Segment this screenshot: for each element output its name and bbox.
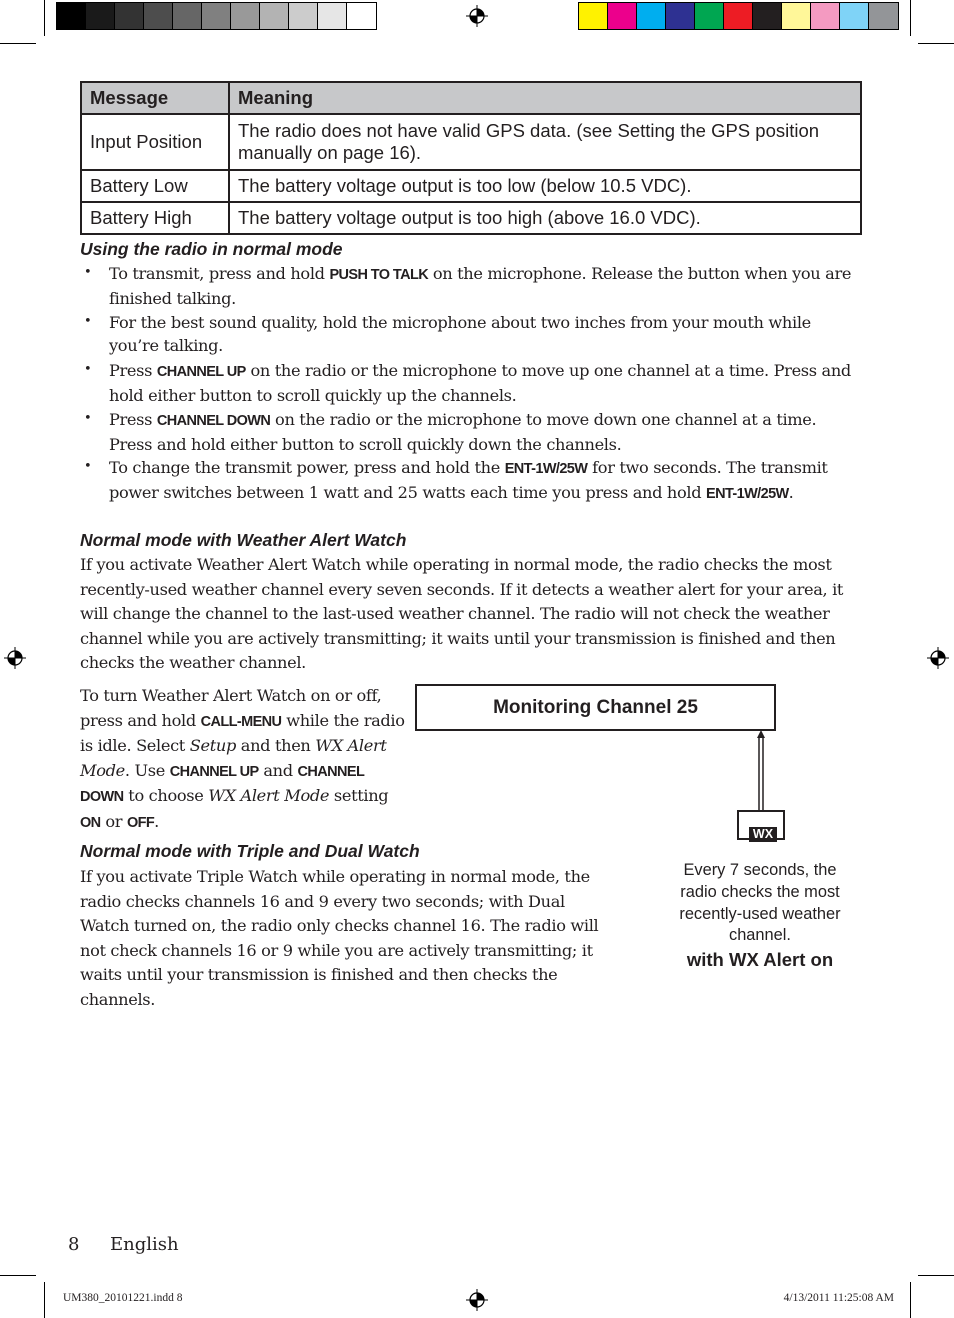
table-row [81,170,861,202]
key-label: CHANNEL DOWN [80,763,364,806]
color-swatch [173,3,202,29]
paragraph: If you activate Triple Watch while operating in normal mode, the radio checks channels 16 and 9 every two seconds; with Dual Watch turned on, the radio only checks channel 16. The radio will not check channels 16 or 9 while you are actively transmitting; it waits until your transmission is finished and then checks the channels. [80,867,599,1009]
paragraph: If you activate Weather Alert Watch while operating in normal mode, the radio checks the most recently-used weather channel every seven seconds. If it detects a weather alert for your area, it will change the channel to the last-used weather channel. The radio will not check the weather channel while you are actively transmitting; it waits until your transmission is finished and then checks the weather channel. [80,555,844,673]
list-item [80,359,860,407]
text: Press [109,410,157,429]
key-label: PUSH TO TALK [329,267,429,283]
key-label: CHANNEL DOWN [156,413,271,429]
text: . [154,811,159,831]
key-label: ENT-1W/25W [706,486,789,502]
table-cell: Battery High [81,202,229,234]
table-cell: Battery Low [81,170,229,202]
crop-mark [910,1282,911,1318]
bullet-icon: • [84,362,92,377]
text: and [258,760,298,780]
text: . [788,483,794,502]
key-label: OFF [126,814,155,831]
table-cell: The radio does not have valid GPS data. (see Setting the GPS position manually on page 16). [229,114,861,170]
table-row [81,202,861,234]
color-swatch [318,3,347,29]
list-item [80,311,860,357]
text: To change the transmit power, press and hold the [109,458,505,477]
text: To turn Weather Alert Watch on or off, press and hold [80,686,382,730]
color-swatch [347,3,376,29]
registration-mark-icon [466,1289,488,1311]
text: and then [235,736,316,756]
text: to choose [123,786,209,806]
menu-term: WX Alert Mode [80,736,387,780]
bullet-icon: • [84,265,92,280]
crop-mark [44,0,45,36]
key-label: CHANNEL UP [156,364,246,380]
crop-mark [918,43,954,44]
color-swatch [289,3,318,29]
color-swatch [724,3,753,29]
text: . Use [124,760,170,780]
bullet-icon: • [84,411,92,426]
text: or [100,811,127,831]
color-swatch [579,3,608,29]
print-timestamp: 4/13/2011 11:25:08 AM [783,1292,894,1304]
registration-mark-icon [466,5,488,27]
table-header-cell: Message [81,82,229,114]
color-swatch [260,3,289,29]
color-swatch [86,3,115,29]
color-swatch [695,3,724,29]
text: Press [109,361,157,380]
figure-caption: Every 7 seconds, the radio checks the most recently-used weather channel. [679,861,841,945]
registration-mark-icon [4,647,26,669]
text: setting [329,786,389,806]
color-swatch [608,3,637,29]
section-heading: Normal mode with Triple and Dual Watch [80,841,420,861]
crop-mark [0,43,36,44]
crop-mark [0,1275,36,1276]
list-item [80,262,860,310]
key-label: ON [80,814,101,831]
bullet-icon: • [84,459,92,474]
list-item [80,408,860,456]
paragraph [80,684,405,836]
wx-badge: WX [749,827,777,842]
crop-mark [918,1275,954,1276]
text: on the radio or the microphone to move down one channel at a time. Press and hold either button to scroll quickly down the channels. [109,410,817,454]
color-swatch [231,3,260,29]
table-cell: The battery voltage output is too high (above 16.0 VDC). [229,202,861,234]
page-number: 8 [68,1234,80,1255]
color-swatch [144,3,173,29]
color-swatch [840,3,869,29]
color-swatch [811,3,840,29]
section-heading: Using the radio in normal mode [80,239,343,259]
color-swatch [202,3,231,29]
text: for two seconds. The transmit power switches between 1 watt and 25 watts each time you press and hold [109,458,828,502]
crop-mark [910,0,911,36]
bullet-icon: • [84,314,92,329]
table-header-cell: Meaning [229,82,861,114]
key-label: CHANNEL UP [169,763,259,780]
list-item [80,456,860,506]
text: on the microphone. Release the button when you are finished talking. [109,264,852,308]
crop-mark [44,1282,45,1318]
text: while the radio is idle. Select [80,710,405,756]
lcd-screen: Monitoring Channel 25 [415,684,776,731]
table-cell: Input Position [81,114,229,170]
table-cell: The battery voltage output is too low (below 10.5 VDC). [229,170,861,202]
section-heading: Normal mode with Weather Alert Watch [80,530,407,550]
color-swatch [115,3,144,29]
arrow-icon [745,728,777,812]
menu-term: Setup [189,736,236,756]
table-row [81,114,861,170]
color-bar [578,2,899,30]
key-label: ENT-1W/25W [504,461,588,477]
menu-term: WX Alert Mode [208,786,330,806]
page-language: English [110,1234,179,1255]
color-swatch [753,3,782,29]
color-swatch [57,3,86,29]
file-slug: UM380_20101221.indd 8 [63,1292,183,1304]
key-label: CALL-MENU [200,713,282,730]
registration-mark-icon [927,647,949,669]
grayscale-bar [56,2,377,30]
text: For the best sound quality, hold the microphone about two inches from your mouth while you’re talking. [109,313,811,355]
lcd-indicator [737,810,785,840]
table-header-row [81,82,861,114]
color-swatch [666,3,695,29]
color-swatch [782,3,811,29]
figure-caption-bold: with WX Alert on [686,949,834,970]
text: To transmit, press and hold [109,264,330,283]
text: on the radio or the microphone to move up one channel at a time. Press and hold either button to scroll quickly up the channels. [109,361,851,405]
color-swatch [637,3,666,29]
color-swatch [869,3,898,29]
message-table [80,81,862,235]
